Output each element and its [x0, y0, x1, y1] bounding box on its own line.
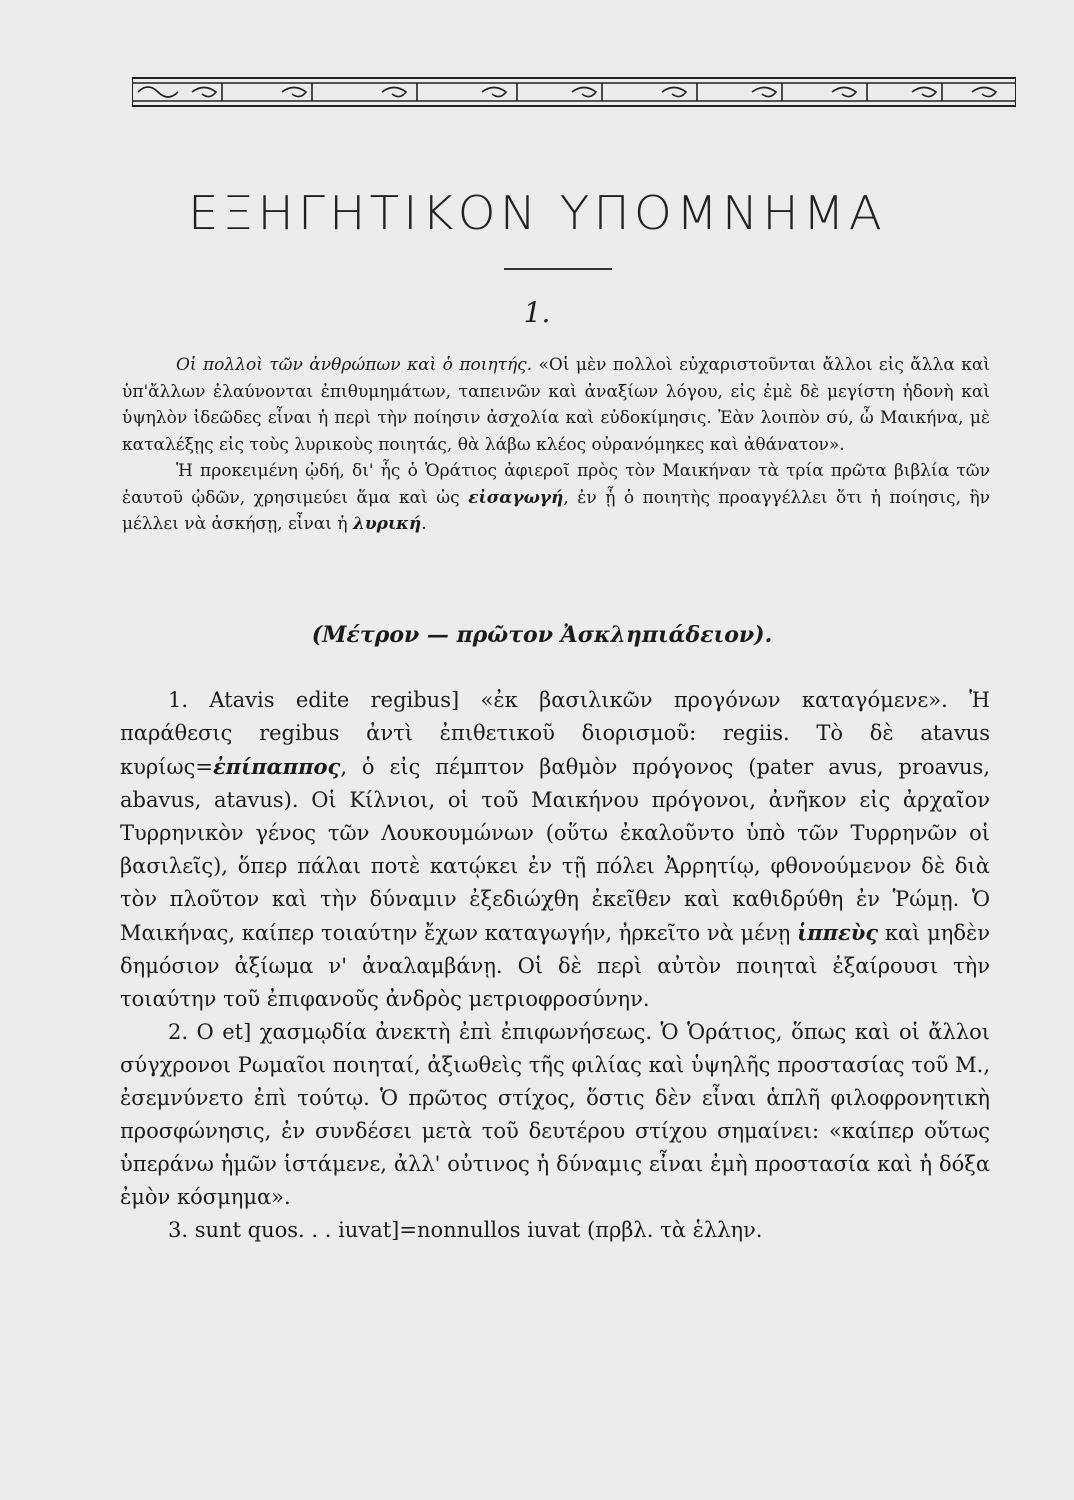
intro-paragraph [122, 352, 990, 458]
note-text: καὶ μηδὲν δημόσιον ἀξίωμα ν' ἀναλαμβάνῃ. Οἱ δὲ περὶ αὐτὸν ποιηταὶ ἐξαίρουσι τὴν τοιαύτην τοῦ ἐπιφανοῦς ἀνδρὸς μετριοφροσύνην. [120, 921, 990, 1011]
emphasis-term: ἐπίπαππος [212, 754, 341, 779]
note-3: 3. sunt quos. . . iuvat]=nonnullos iuvat (πρβλ. τὰ ἑλλην. [168, 1218, 763, 1242]
intro-section [122, 352, 990, 538]
emphasis-term: εἰσαγωγή [468, 487, 564, 508]
note-text: , ὁ εἰς πέμπτον βαθμὸν πρόγονος (pater avus, proavus, abavus, atavus). Οἱ Κίλνιοι, οἱ τοῦ Μαικήνου πρόγονοι, ἀνῆκον εἰς ἀρχαῖον Τυρρηνικὸν γένος τῶν Λουκουμώνων (οὕτω ἐκαλοῦντο ὑπὸ τῶν Τυρρηνῶν οἱ βασιλεῖς), ὅπερ πάλαι ποτὲ κατῴκει ἐν τῇ πόλει Ἀρρητίῳ, φθονούμενον δὲ διὰ τὸν πλοῦτον καὶ τὴν δύναμιν ἐξεδιώχθη ἐκεῖθεν καὶ καθιδρύθη ἐν Ῥώμῃ. Ὁ Μαικήνας, καίπερ τοιαύτην ἔχων καταγωγήν, ἠρκεῖτο νὰ μένῃ [120, 755, 990, 945]
intro-paragraph-2 [122, 458, 990, 538]
intro-text: Ἡ προκειμένη ᾠδή, δι' ἧς ὁ Ὁράτιος ἀφιεροῖ πρὸς τὸν Μαικήναν τὰ τρία πρῶτα βιβλία τῶν ἑαυτοῦ ᾠδῶν, χρησιμεύει ἅμα καὶ ὡς [122, 461, 990, 508]
intro-lead: Οἱ πολλοὶ τῶν ἀνθρώπων καὶ ὁ ποιητής. [176, 355, 533, 375]
intro-text: «Οἱ μὲν πολλοὶ εὐχαριστοῦνται ἄλλοι εἰς ἄλλα καὶ ὑπ'ἄλλων ἐλαύνονται ἐπιθυμημάτων, ταπεινῶν καὶ ἀναξίων λόγου, εἰς ἐμὲ δὲ μεγίστη ἡδονὴ καὶ ὑψηλὸν ἰδεῶδες εἶναι ἡ περὶ τὴν ποίησιν ἀσχολία καὶ εὐδοκίμησις. Ἐὰν λοιπὸν σύ, ὦ Μαικήνα, μὲ καταλέξῃς εἰς τοὺς λυρικοὺς ποιητάς, θὰ λάβω κλέος οὐρανόμηκες καὶ ἀθάνατον». [122, 355, 990, 455]
page-title: ΕΞΗΓΗΤΙΚΟΝ ΥΠΟΜΝΗΜΑ [188, 186, 886, 240]
note-1 [120, 684, 990, 1016]
note-text: 1. Atavis edite regibus] «ἐκ βασιλικῶν προγόνων καταγόμενε». Ἡ παράθεσις regibus ἀντὶ ἐπιθετικοῦ διορισμοῦ: regiis. Τὸ δὲ atavus κυρίως= [120, 688, 990, 779]
title-divider [504, 268, 612, 270]
decorative-border-ornament-icon [132, 74, 1016, 110]
emphasis-term: λυρική [352, 514, 422, 534]
note-2: 2. O et] χασμῳδία ἀνεκτὴ ἐπὶ ἐπιφωνήσεως. Ὁ Ὁράτιος, ὅπως καὶ οἱ ἄλλοι σύγχρονοι Ρωμαῖοι ποιηταί, ἀξιωθεὶς τῆς φιλίας καὶ ὑψηλῆς προστασίας τοῦ Μ., ἐσεμνύνετο ἐπὶ τούτῳ. Ὁ πρῶτος στίχος, ὅστις δὲν εἶναι ἁπλῆ φιλοφρονητικὴ προσφώνησις, ἐν συνδέσει μετὰ τοῦ δευτέρου στίχου σημαίνει: «καίπερ οὕτως ὑπεράνω ἡμῶν ἱστάμενε, ἀλλ' οὐτινος ἡ δύναμις εἶναι ἐμὴ προστασία καὶ ἡ δόξα ἐμὸν κόσμημα». [120, 1020, 990, 1209]
intro-text: , ἐν ᾗ ὁ ποιητὴς προαγγέλλει ὅτι ἡ ποίησις, ἣν μέλλει νὰ ἀσκήσῃ, εἶναι ἡ [122, 487, 990, 534]
meter-heading: (Μέτρον — πρῶτον Ἀσκληπιάδειον). [311, 622, 773, 648]
emphasis-term: ἱππεὺς [797, 920, 879, 945]
intro-text: . [421, 514, 427, 534]
chapter-number: 1. [523, 296, 551, 329]
commentary-notes [120, 684, 990, 1247]
